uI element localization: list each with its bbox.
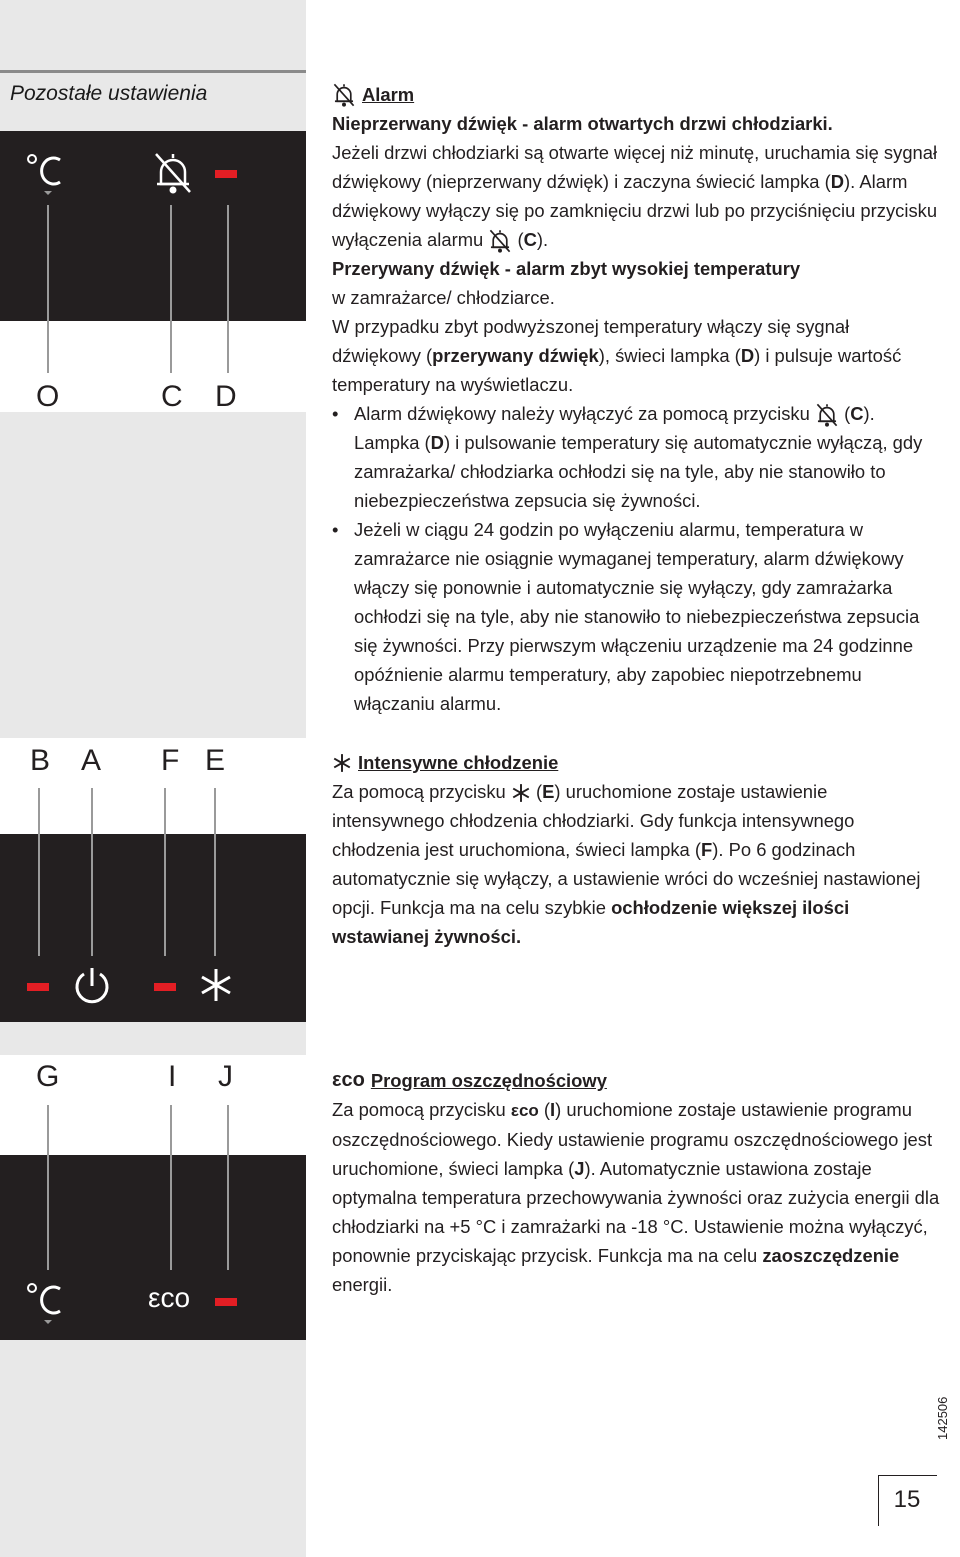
alarm-bullet-2: • Jeżeli w ciągu 24 godzin po wyłączeniu alarmu, temperatura w zamrażarce nie osiągnie wymaganej temperatury, alarm dźwiękowy włączy się ponownie i automatycznie się wyłączy, gdy zamrażarka ochłodzi się na tyle, aby nie stanowiło to niebezpieczeństwa zepsucia się żywności. Przy pierwszym włączeniu urządzenie ma 24 godzinne opóźnienie alarmu temperatury, aby zapobiec niepotrzebnemu włączaniu alarmu. — [332, 515, 942, 718]
top-rule — [0, 70, 306, 73]
alarm-off-icon — [332, 82, 356, 108]
label-C: C — [161, 380, 183, 413]
control-panel-2-dark — [0, 834, 306, 1022]
pointer-line — [214, 788, 216, 956]
alarm-heading-text: Alarm — [362, 84, 415, 105]
pointer-line — [227, 205, 229, 373]
eco-paragraph: Za pomocą przycisku εco (I) uruchomione zostaje ustawienie programu oszczędnościowego. Kiedy ustawienie programu oszczędnościowego jest uruchomione, świeci lampka (J). Automatycznie ustawiona zostaje optymalna temperatura przechowywania żywności oraz zużycia energii dla chłodziarki na +5 °C i zamrażarki na -18 °C. Ustawienie można wyłączyć, ponownie przyciskając przycisk. Funkcja ma na celu zaoszczędzenie energii. — [332, 1099, 940, 1295]
indicator-lamp-F — [154, 983, 176, 991]
alarm-off-icon — [815, 402, 839, 428]
alarm-subheading-interrupted: Przerywany dźwięk - alarm zbyt wysokiej temperatury — [332, 258, 801, 280]
snowflake-icon — [511, 782, 531, 804]
eco-icon: εco — [332, 1069, 365, 1091]
snowflake-icon — [332, 752, 352, 774]
alarm-off-icon[interactable] — [152, 150, 194, 196]
pointer-line — [47, 1105, 49, 1270]
pointer-line — [170, 1105, 172, 1270]
power-icon[interactable] — [72, 964, 112, 1006]
pointer-line — [47, 205, 49, 373]
intensive-heading — [332, 748, 942, 777]
eco-icon[interactable]: εco — [148, 1282, 191, 1313]
indicator-lamp-B — [27, 983, 49, 991]
alarm-bullet-1: • Alarm dźwiękowy należy wyłączyć za pomocą przycisku (C). Lampka (D) i pulsowanie temperatury się automatycznie wyłączą, gdy zamrażarka/ chłodziarka ochłodzi się na tyle, aby nie stanowiło to niebezpieczeństwa zepsucia się żywności. — [332, 399, 942, 515]
snowflake-icon[interactable] — [198, 966, 234, 1004]
page-number: 15 — [893, 1486, 921, 1513]
label-A: A — [81, 744, 102, 777]
label-D: D — [215, 380, 237, 413]
label-F: F — [161, 744, 180, 777]
indicator-lamp-D — [215, 170, 237, 178]
alarm-paragraph-2: w zamrażarce/ chłodziarce. — [332, 287, 555, 309]
pointer-line — [91, 788, 93, 956]
intensive-heading-text: Intensywne chłodzenie — [358, 752, 559, 773]
eco-icon: εco — [510, 1101, 539, 1120]
pointer-line — [227, 1105, 229, 1270]
document-code: 142506 — [935, 1396, 950, 1440]
eco-heading-text: Program oszczędnościowy — [370, 1070, 607, 1091]
intensive-paragraph: Za pomocą przycisku (E) uruchomione zostaje ustawienie intensywnego chłodzenia chłodziarki. Gdy funkcja intensywnego chłodzenia jest uruchomiona, świeci lampka (F). Po 6 godzinach automatycznie się wyłączy, a ustawienie wróci do wcześniej nastawionej opcji. Funkcja ma na celu szybkie ochłodzenie większej ilości wstawianej żywności. — [332, 781, 921, 947]
eco-heading — [332, 1066, 942, 1095]
alarm-subheading-continuous: Nieprzerwany dźwięk - alarm otwartych drzwi chłodziarki. — [332, 113, 833, 134]
eco-section — [332, 1066, 942, 1299]
alarm-paragraph-1: Jeżeli drzwi chłodziarki są otwarte więcej niż minutę, uruchamia się sygnał dźwiękowy (nieprzerwany dźwięk) i zaczyna świecić lampka (D). Alarm dźwiękowy wyłączy się po zamknięciu drzwi lub po przyciśnięciu przycisku wyłączenia alarmu (C). — [332, 138, 942, 254]
label-G: G — [36, 1060, 60, 1093]
alarm-section — [332, 80, 942, 718]
intensive-cooling-section — [332, 748, 942, 951]
celsius-icon[interactable] — [22, 1277, 68, 1327]
celsius-icon[interactable] — [22, 148, 68, 198]
label-I: I — [168, 1060, 177, 1093]
pointer-line — [164, 788, 166, 956]
label-J: J — [218, 1060, 233, 1093]
label-B: B — [30, 744, 51, 777]
alarm-heading — [332, 80, 942, 109]
label-E: E — [205, 744, 226, 777]
label-O: O — [36, 380, 60, 413]
pointer-line — [38, 788, 40, 956]
section-title: Pozostałe ustawienia — [10, 82, 208, 105]
alarm-off-icon — [488, 228, 512, 254]
pointer-line — [170, 205, 172, 373]
indicator-lamp-J — [215, 1298, 237, 1306]
alarm-paragraph-3: W przypadku zbyt podwyższonej temperatury włączy się sygnał dźwiękowy (przerywany dźwięk), świeci lampka (D) i pulsuje wartość temperatury na wyświetlaczu. — [332, 316, 902, 396]
